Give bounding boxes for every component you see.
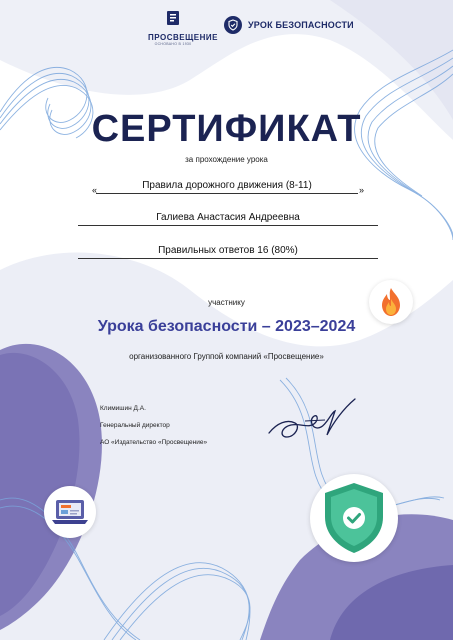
signatory-position: Генеральный директор (100, 422, 170, 429)
organizer-text: организованного Группой компаний «Просвещение» (129, 352, 324, 361)
quote-open: « (92, 185, 98, 195)
shield-badge-icon (321, 481, 387, 555)
publisher-tagline: ОСНОВАНО В 1930 (154, 42, 192, 46)
result-text: Правильных ответов 16 (80%) (158, 245, 298, 256)
laptop-badge (44, 486, 96, 538)
laptop-icon (51, 497, 89, 527)
publisher-logo (148, 10, 218, 46)
signatory-name: Климишин Д.А. (100, 405, 146, 412)
signature-icon (265, 393, 365, 445)
shield-badge (310, 474, 398, 562)
signatory-block (100, 400, 207, 451)
underline (78, 225, 378, 226)
recipient-label: участнику (208, 298, 245, 307)
underline (78, 258, 378, 259)
underline (96, 193, 358, 194)
result-row (78, 245, 378, 256)
signatory-company: АО «Издательство «Просвещение» (100, 439, 208, 446)
lesson-name-row (92, 180, 364, 195)
publisher-name: ПРОСВЕЩЕНИЕ (148, 33, 218, 42)
book-logo-icon (166, 10, 180, 26)
lesson-name: Правила дорожного движения (8-11) (142, 180, 312, 191)
lesson-brand-logo (224, 16, 354, 34)
fire-badge (369, 280, 413, 324)
certificate-subtitle: за прохождение урока (185, 155, 268, 164)
participant-name: Галиева Анастасия Андреевна (156, 212, 300, 223)
participant-row (78, 212, 378, 223)
shield-check-icon (224, 16, 242, 34)
certificate-title: СЕРТИФИКАТ (91, 108, 362, 150)
event-title: Урока безопасности – 2023–2024 (97, 318, 356, 335)
lesson-brand-name: УРОК БЕЗОПАСНОСТИ (248, 20, 354, 30)
fire-icon (378, 287, 404, 317)
quote-close: » (358, 185, 364, 195)
